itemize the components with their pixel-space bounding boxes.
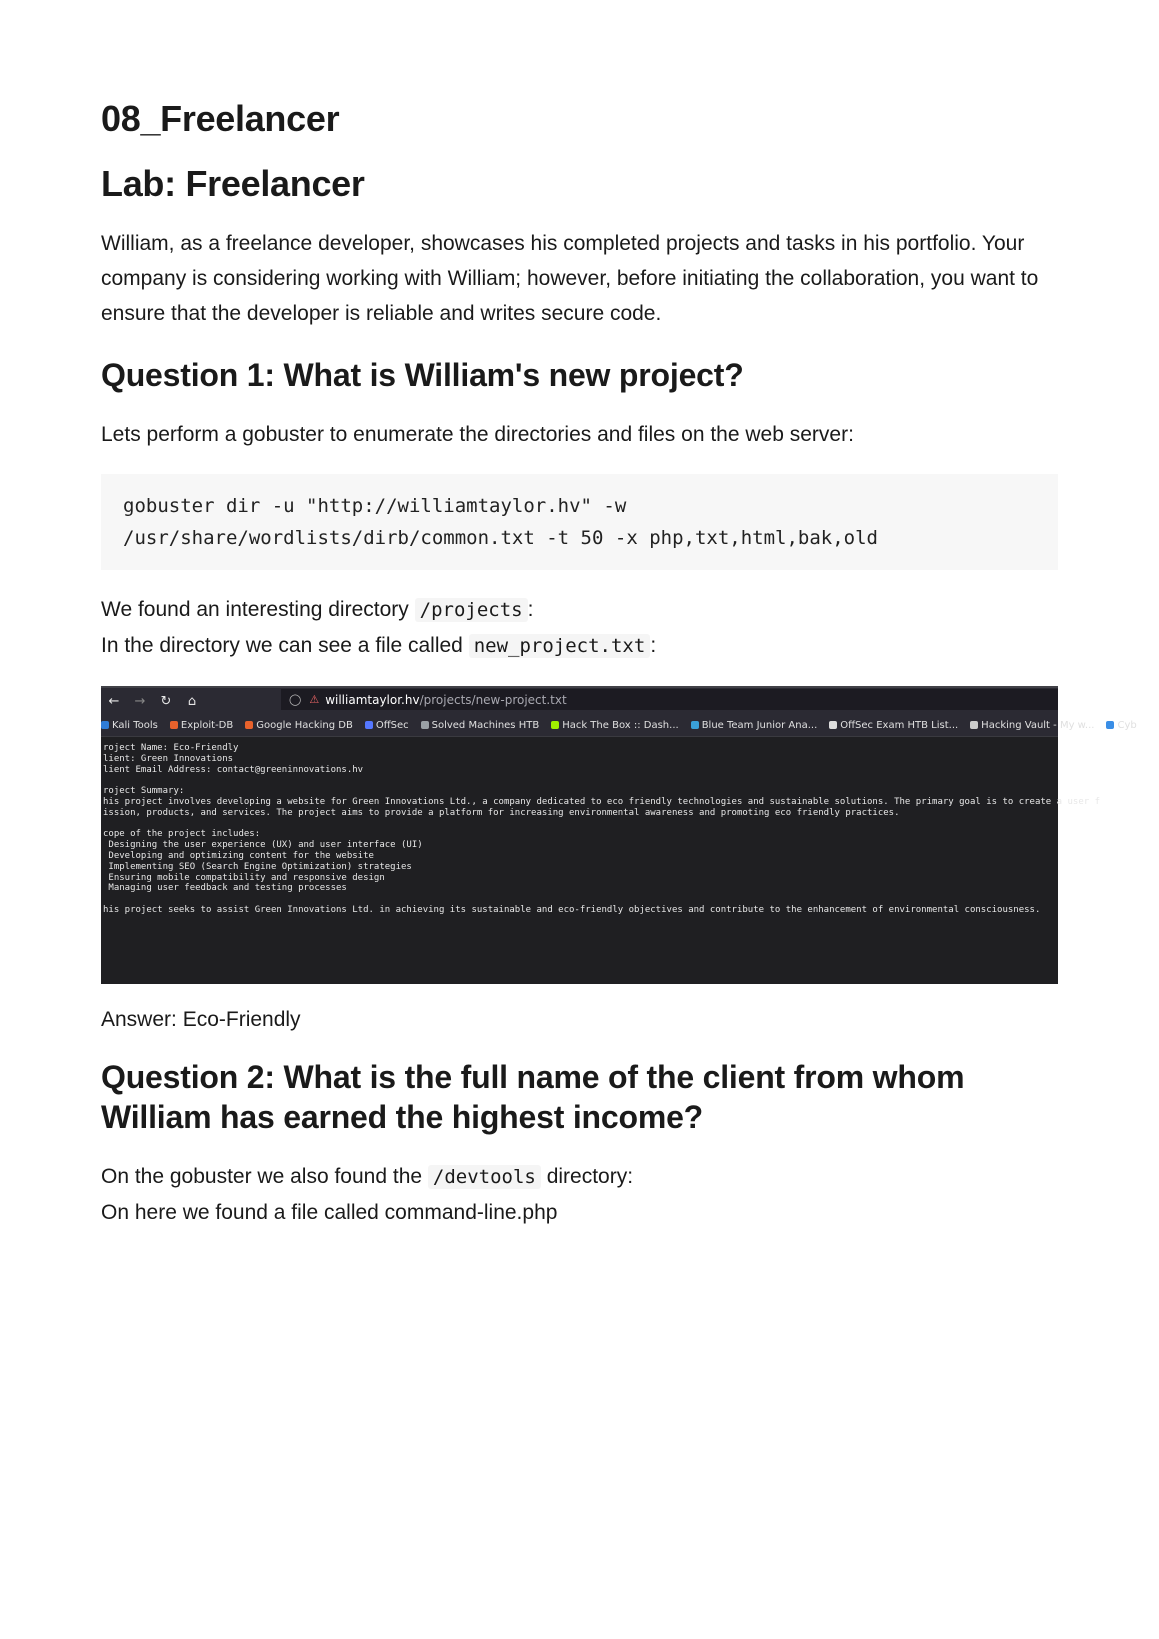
bookmark-item[interactable] [421, 720, 540, 731]
browser-navbar [101, 686, 1058, 714]
bookmark-label: Kali Tools [112, 719, 158, 731]
browser-screenshot [101, 686, 1137, 984]
gobuster-lead-text: Lets perform a gobuster to enumerate the directories and files on the web server: [101, 423, 854, 446]
bookmark-label: OffSec Exam HTB List... [840, 719, 959, 731]
found-file-line [101, 628, 1058, 664]
url-host: williamtaylor.hv [325, 692, 420, 707]
found-file-text: In the directory we can see a file called [101, 634, 463, 657]
shield-icon: ◯ [289, 693, 302, 706]
devtools-tail: directory: [546, 1165, 634, 1188]
devtools-path-code: /devtools [428, 1165, 541, 1189]
bookmarks-bar [101, 714, 1137, 737]
bookmark-favicon-icon [101, 721, 109, 729]
home-icon: ⌂ [187, 693, 197, 709]
found-directory-text: We found an interesting directory [101, 598, 409, 621]
bookmark-label: Google Hacking DB [256, 719, 353, 731]
question-2-heading: Question 2: What is the full name of the client from whom William has earned the highest income? [101, 1059, 965, 1135]
insecure-lock-icon: ⚠ [309, 693, 320, 706]
new-project-file-code: new_project.txt [469, 634, 651, 658]
lab-title: Lab: Freelancer [101, 163, 365, 204]
devtools-line [101, 1159, 1058, 1195]
bookmark-favicon-icon [551, 721, 559, 729]
back-arrow-icon: ← [108, 693, 120, 709]
document-title: 08_Freelancer [101, 98, 340, 139]
bookmark-favicon-icon [1106, 721, 1114, 729]
bookmark-item[interactable] [1106, 720, 1136, 731]
bookmark-favicon-icon [829, 721, 837, 729]
found-directory-line [101, 592, 1058, 628]
bookmark-label: Hacking Vault - My w... [981, 719, 1095, 731]
command-line-file-text: On here we found a file called command-line.php [101, 1201, 558, 1224]
answer-text: Answer: Eco-Friendly [101, 1008, 301, 1031]
gobuster-command-block: gobuster dir -u "http://williamtaylor.hv" -w /usr/share/wordlists/dirb/common.txt -t 50 -x php,txt,html,bak,old [101, 474, 1058, 570]
bookmark-favicon-icon [421, 721, 429, 729]
bookmark-favicon-icon [970, 721, 978, 729]
found-file-tail: : [650, 634, 657, 657]
bookmark-label: Cyb [1117, 719, 1137, 731]
bookmark-item[interactable] [551, 720, 679, 731]
bookmark-item[interactable] [245, 720, 353, 731]
bookmark-favicon-icon [170, 721, 178, 729]
bookmark-item[interactable] [970, 720, 1094, 731]
url-path: /projects/new-project.txt [419, 692, 567, 707]
bookmark-label: OffSec [375, 719, 409, 731]
bookmark-label: Hack The Box :: Dash... [562, 719, 679, 731]
bookmark-item[interactable] [691, 720, 818, 731]
bookmark-item[interactable] [101, 720, 158, 731]
bookmark-favicon-icon [245, 721, 253, 729]
bookmark-item[interactable] [170, 720, 233, 731]
file-content: roject Name: Eco-Friendly lient: Green Innovations lient Email Address: contact@greeninnovations.hv roject Summary: his project involves developing a website for Green Innovations Ltd., a company dedicated to eco friendly technologies and sustainable solutions. The primary goal is to create a user f ission, products, and services. The project aims to provide a platform for increasing environmental awareness and promoting eco friendly practices. cope of the project includes: Designing the user experience (UX) and user interface (UI) Developing and optimizing content for the website Implementing SEO (Search Engine Optimization) strategies Ensuring mobile compatibility and responsive design Managing user feedback and testing processes his project seeks to assist Green Innovations Ltd. in achieving its sustainable and eco-friendly objectives and contribute to the enhancement of environmental consciousness. [103, 743, 1100, 915]
bookmark-item[interactable] [365, 720, 409, 731]
bookmark-favicon-icon [691, 721, 699, 729]
question-1-heading: Question 1: What is William's new project? [101, 357, 744, 393]
projects-path-code: /projects [415, 598, 528, 622]
bookmark-label: Blue Team Junior Ana... [701, 719, 818, 731]
address-bar [281, 689, 1058, 710]
bookmark-label: Solved Machines HTB [431, 719, 540, 731]
reload-icon: ↻ [160, 693, 172, 709]
devtools-text: On the gobuster we also found the [101, 1165, 423, 1188]
bookmark-favicon-icon [365, 721, 373, 729]
found-directory-tail: : [527, 598, 534, 621]
bookmark-label: Exploit-DB [180, 719, 234, 731]
forward-arrow-icon: → [134, 693, 146, 709]
bookmark-item[interactable] [829, 720, 958, 731]
intro-paragraph: William, as a freelance developer, showcases his completed projects and tasks in his portfolio. Your company is considering working with William; however, before initiating the collaboration, you want to ensure that the developer is reliable and writes secure code. [101, 232, 1039, 325]
